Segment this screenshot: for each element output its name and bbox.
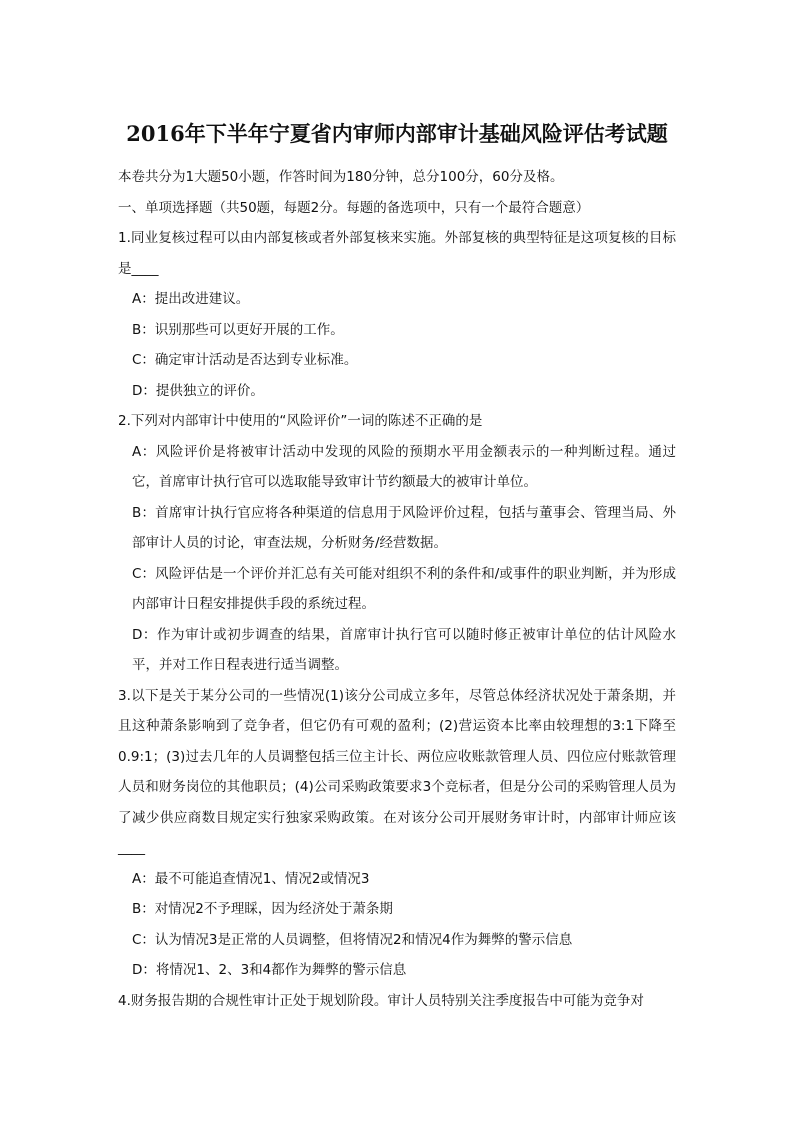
exam-intro: 本卷共分为1大题50小题，作答时间为180分钟，总分100分，60分及格。 xyxy=(118,169,564,185)
option-a: A：提出改进建议。 xyxy=(132,291,250,307)
question-stem: 4.财务报告期的合规性审计正处于规划阶段。审计人员特别关注季度报告中可能为竞争对 xyxy=(118,992,644,1009)
option-d: D：提供独立的评价。 xyxy=(132,382,264,399)
question-4 xyxy=(118,986,676,1017)
section-heading: 一、单项选择题（共50题，每题2分。每题的备选项中，只有一个最符合题意） xyxy=(118,199,590,216)
option-c: C：认为情况3是正常的人员调整，但将情况2和情况4作为舞弊的警示信息 xyxy=(132,931,573,948)
option-b: B：首席审计执行官应将各种渠道的信息用于风险评价过程，包括与董事会、管理当局、外部审计人员的讨论，审查法规，分析财务/经营数据。 xyxy=(132,504,676,551)
option-a: A：风险评价是将被审计活动中发现的风险的预期水平用金额表示的一种判断过程。通过它，首席审计执行官可以选取能导致审计节约额最大的被审计单位。 xyxy=(132,443,676,490)
option-b: B：对情况2不予理睬，因为经济处于萧条期 xyxy=(132,901,393,917)
question-3 xyxy=(118,681,676,986)
option-b: B：识别那些可以更好开展的工作。 xyxy=(132,321,344,338)
document-page xyxy=(118,118,676,1016)
option-c: C：确定审计活动是否达到专业标准。 xyxy=(132,352,358,368)
option-d: D：将情况1、2、3和4都作为舞弊的警示信息 xyxy=(132,962,407,978)
question-stem: 2.下列对内部审计中使用的“风险评价”一词的陈述不正确的是 xyxy=(118,413,483,429)
question-stem: 3.以下是关于某分公司的一些情况(1)该分公司成立多年，尽管总体经济状况处于萧条期，并且这种萧条影响到了竞争者，但它仍有可观的盈利；(2)营运资本比率由较理想的3:1下降至0.9:1；(3)过去几年的人员调整包括三位主计长、两位应收账款管理人员、四位应付账款管理人员和财务岗位的其他职员；(4)公司采购政策要求3个竞标者，但是分公司的采购管理人员为了减少供应商数目规定实行独家采购政策。在对该分公司开展财务审计时，内部审计师应该____ xyxy=(118,687,676,856)
question-2 xyxy=(118,406,676,681)
document-title: 2016年下半年宁夏省内审师内部审计基础风险评估考试题 xyxy=(126,121,668,146)
option-c: C：风险评估是一个评价并汇总有关可能对组织不利的条件和/或事件的职业判断，并为形成内部审计日程安排提供手段的系统过程。 xyxy=(132,565,676,612)
question-stem: 1.同业复核过程可以由内部复核或者外部复核来实施。外部复核的典型特征是这项复核的目标是____ xyxy=(118,230,676,277)
question-1 xyxy=(118,223,676,406)
option-d: D：作为审计或初步调查的结果，首席审计执行官可以随时修正被审计单位的估计风险水平，并对工作日程表进行适当调整。 xyxy=(132,626,676,673)
option-a: A：最不可能追查情况1、情况2或情况3 xyxy=(132,870,370,887)
